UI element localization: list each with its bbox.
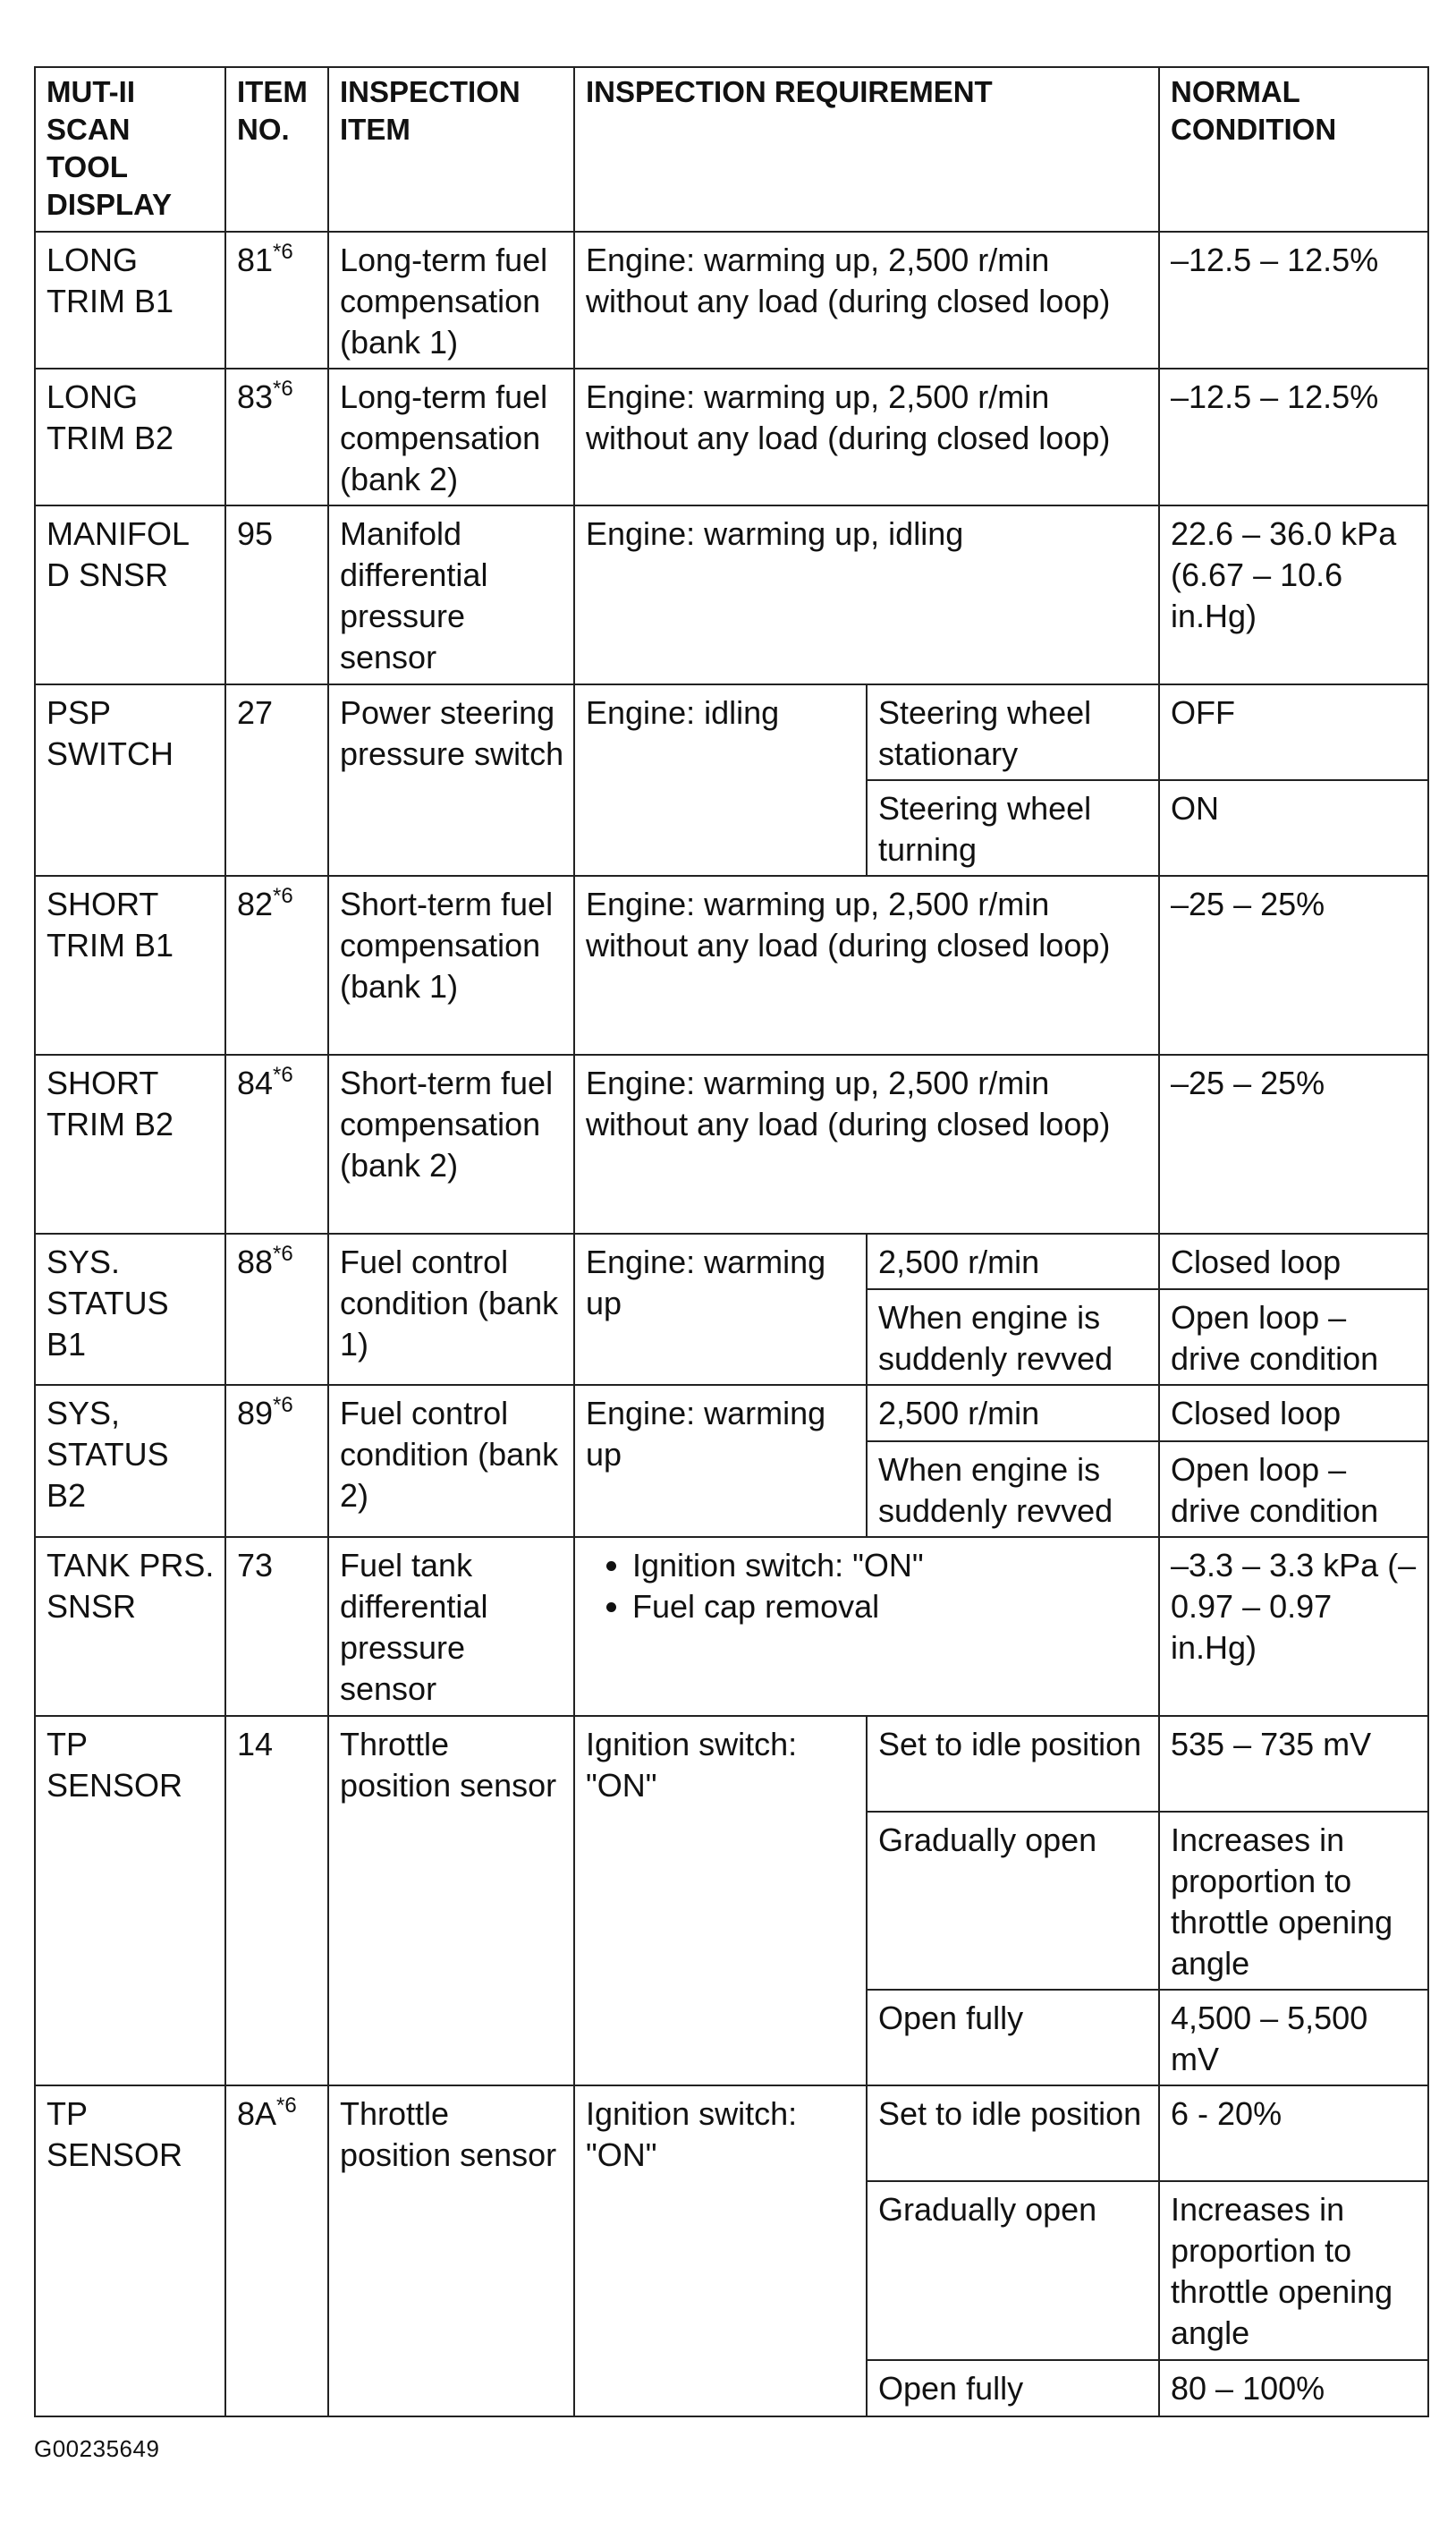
- table-row: [35, 2085, 1428, 2181]
- requirement-cell: Engine: warming up, 2,500 r/min without any load (during closed loop): [574, 369, 1159, 505]
- normal-condition-cell: –12.5 – 12.5%: [1159, 369, 1428, 505]
- table-row: [35, 1537, 1428, 1716]
- condition-cell: Gradually open: [867, 1812, 1159, 1991]
- footnote-mark: *6: [273, 377, 293, 402]
- requirement-cell: Engine: warming up, 2,500 r/min without any load (during closed loop): [574, 876, 1159, 1055]
- normal-condition-cell: ON: [1159, 780, 1428, 876]
- display-cell: LONG TRIM B1: [35, 232, 225, 369]
- display-cell: TP SENSOR: [35, 1716, 225, 2086]
- requirement-cell: Engine: warming up: [574, 1385, 867, 1537]
- item-no: 83: [237, 378, 274, 416]
- requirement-cell: [574, 1537, 1159, 1716]
- inspection-item-cell: Fuel control condition (bank 1): [328, 1234, 574, 1386]
- item-no-cell: [225, 2085, 328, 2416]
- table-row: [35, 1716, 1428, 1812]
- inspection-item-cell: Long-term fuel compensation (bank 2): [328, 369, 574, 505]
- normal-condition-cell: Open loop – drive condition: [1159, 1441, 1428, 1537]
- requirement-cell: Engine: warming up, 2,500 r/min without any load (during closed loop): [574, 232, 1159, 369]
- normal-condition-cell: 6 - 20%: [1159, 2085, 1428, 2181]
- item-no-cell: [225, 1385, 328, 1537]
- header-inspection-item: INSPECTION ITEM: [328, 67, 574, 232]
- condition-cell: Gradually open: [867, 2181, 1159, 2360]
- header-normal-condition: NORMAL CONDITION: [1159, 67, 1428, 232]
- header-inspection-requirement: INSPECTION REQUIREMENT: [574, 67, 1159, 232]
- item-no: 84: [237, 1065, 274, 1102]
- normal-condition-cell: 80 – 100%: [1159, 2360, 1428, 2416]
- condition-cell: Steering wheel turning: [867, 780, 1159, 876]
- display-cell: TP SENSOR: [35, 2085, 225, 2416]
- normal-condition-cell: Closed loop: [1159, 1385, 1428, 1441]
- item-no-cell: [225, 1234, 328, 1386]
- table-row: [35, 369, 1428, 505]
- normal-condition-cell: –12.5 – 12.5%: [1159, 232, 1428, 369]
- footnote-mark: *6: [273, 239, 293, 264]
- requirement-cell: Ignition switch: "ON": [574, 1716, 867, 2086]
- footnote-mark: *6: [273, 1393, 293, 1418]
- display-cell: LONG TRIM B2: [35, 369, 225, 505]
- display-cell: PSP SWITCH: [35, 684, 225, 876]
- requirement-cell: Engine: warming up, idling: [574, 505, 1159, 684]
- inspection-item-cell: Throttle position sensor: [328, 1716, 574, 2086]
- condition-cell: 2,500 r/min: [867, 1385, 1159, 1441]
- display-cell: SHORT TRIM B1: [35, 876, 225, 1055]
- inspection-item-cell: Long-term fuel compensation (bank 1): [328, 232, 574, 369]
- footnote-mark: *6: [273, 1063, 293, 1088]
- item-no-cell: 14: [225, 1716, 328, 2086]
- requirement-cell: Engine: warming up, 2,500 r/min without any load (during closed loop): [574, 1055, 1159, 1234]
- footnote-mark: *6: [273, 1241, 293, 1266]
- inspection-item-cell: Fuel tank differential pressure sensor: [328, 1537, 574, 1716]
- normal-condition-cell: –3.3 – 3.3 kPa (–0.97 – 0.97 in.Hg): [1159, 1537, 1428, 1716]
- inspection-item-cell: Power steering pressure switch: [328, 684, 574, 876]
- condition-cell: When engine is suddenly revved: [867, 1289, 1159, 1385]
- condition-cell: Set to idle position: [867, 2085, 1159, 2181]
- condition-cell: 2,500 r/min: [867, 1234, 1159, 1290]
- inspection-item-cell: Short-term fuel compensation (bank 1): [328, 876, 574, 1055]
- header-display: MUT-II SCAN TOOL DISPLAY: [35, 67, 225, 232]
- table-row: [35, 1234, 1428, 1290]
- footnote-mark: *6: [276, 2093, 297, 2119]
- inspection-item-cell: Manifold differential pressure sensor: [328, 505, 574, 684]
- normal-condition-cell: Increases in proportion to throttle opening angle: [1159, 2181, 1428, 2360]
- normal-condition-cell: 4,500 – 5,500 mV: [1159, 1990, 1428, 2085]
- item-no: 81: [237, 241, 274, 278]
- table-row: [35, 1385, 1428, 1441]
- table-row: [35, 1055, 1428, 1234]
- list-item: • Fuel cap removal: [632, 1586, 1149, 1627]
- display-cell: SHORT TRIM B2: [35, 1055, 225, 1234]
- display-cell: MANIFOL D SNSR: [35, 505, 225, 684]
- footnote-mark: *6: [273, 884, 293, 909]
- item-no: 89: [237, 1395, 274, 1432]
- item-no-cell: 73: [225, 1537, 328, 1716]
- item-no: 82: [237, 886, 274, 923]
- table-row: [35, 684, 1428, 780]
- header-item-no: ITEM NO.: [225, 67, 328, 232]
- display-cell: TANK PRS. SNSR: [35, 1537, 225, 1716]
- header-row: [35, 67, 1428, 232]
- condition-cell: When engine is suddenly revved: [867, 1441, 1159, 1537]
- requirement-cell: Engine: warming up: [574, 1234, 867, 1386]
- table-row: [35, 876, 1428, 1055]
- normal-condition-cell: –25 – 25%: [1159, 1055, 1428, 1234]
- item-no-cell: [225, 232, 328, 369]
- condition-cell: Steering wheel stationary: [867, 684, 1159, 780]
- list-item: • Ignition switch: "ON": [632, 1545, 1149, 1586]
- normal-condition-cell: 535 – 735 mV: [1159, 1716, 1428, 1812]
- requirement-cell: Engine: idling: [574, 684, 867, 876]
- normal-condition-cell: 22.6 – 36.0 kPa (6.67 – 10.6 in.Hg): [1159, 505, 1428, 684]
- inspection-item-cell: Throttle position sensor: [328, 2085, 574, 2416]
- table-row: [35, 505, 1428, 684]
- figure-code: G00235649: [34, 2435, 160, 2462]
- display-cell: SYS, STATUS B2: [35, 1385, 225, 1537]
- normal-condition-cell: OFF: [1159, 684, 1428, 780]
- item-no-cell: 95: [225, 505, 328, 684]
- condition-cell: Set to idle position: [867, 1716, 1159, 1812]
- item-no-cell: [225, 1055, 328, 1234]
- inspection-item-cell: Fuel control condition (bank 2): [328, 1385, 574, 1537]
- normal-condition-cell: Open loop – drive condition: [1159, 1289, 1428, 1385]
- normal-condition-cell: Increases in proportion to throttle opening angle: [1159, 1812, 1428, 1991]
- item-no-cell: [225, 876, 328, 1055]
- item-no-cell: [225, 369, 328, 505]
- item-no-cell: 27: [225, 684, 328, 876]
- inspection-table: [34, 66, 1429, 2417]
- table-row: [35, 232, 1428, 369]
- item-no: 88: [237, 1243, 274, 1280]
- item-no: 8A: [237, 2095, 277, 2133]
- condition-cell: Open fully: [867, 1990, 1159, 2085]
- inspection-item-cell: Short-term fuel compensation (bank 2): [328, 1055, 574, 1234]
- requirement-cell: Ignition switch: "ON": [574, 2085, 867, 2416]
- display-cell: SYS. STATUS B1: [35, 1234, 225, 1386]
- normal-condition-cell: –25 – 25%: [1159, 876, 1428, 1055]
- requirement-list: [586, 1545, 1149, 1627]
- condition-cell: Open fully: [867, 2360, 1159, 2416]
- normal-condition-cell: Closed loop: [1159, 1234, 1428, 1290]
